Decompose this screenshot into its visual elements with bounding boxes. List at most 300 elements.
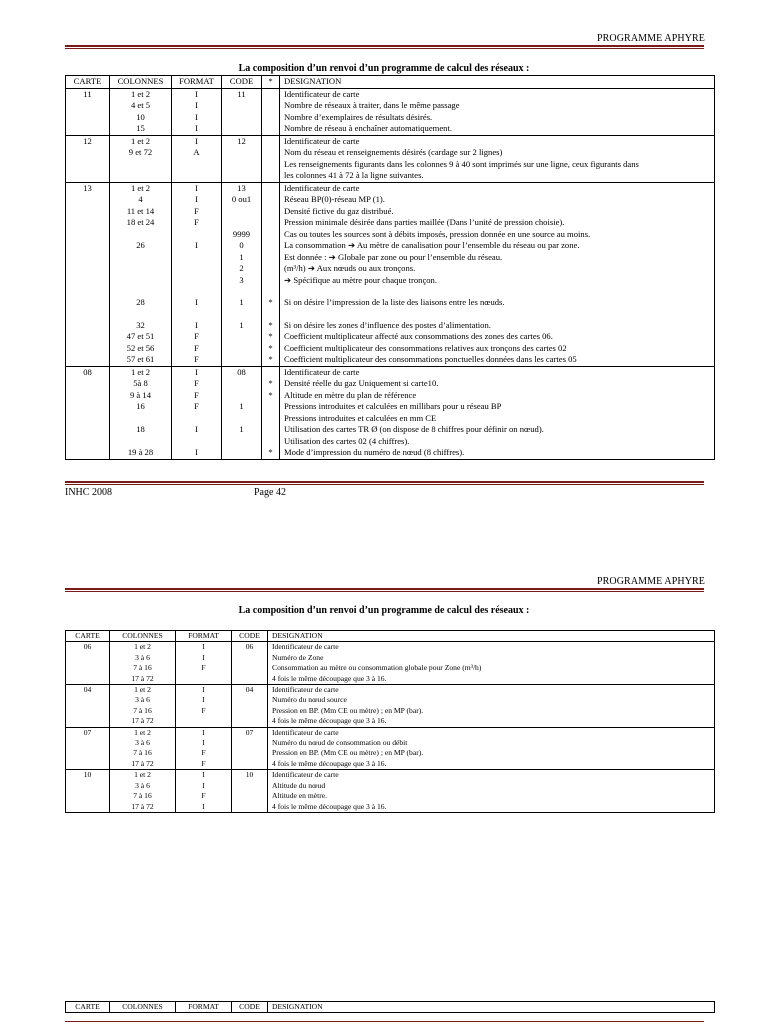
- code-cell: [232, 716, 268, 727]
- table-row: [66, 354, 715, 366]
- designation-cell: ➔ Spécifique au mètre pour chaque tronçon.: [280, 275, 715, 287]
- star-cell: [262, 263, 280, 275]
- carte-cell: 11: [66, 88, 110, 100]
- colonnes-cell: 28: [110, 297, 172, 309]
- code-cell: [222, 159, 262, 171]
- table-row: [66, 286, 715, 297]
- colonnes-cell: 26: [110, 240, 172, 252]
- table-row: [66, 390, 715, 402]
- star-cell: *: [262, 447, 280, 459]
- star-cell: [262, 159, 280, 171]
- format-cell: [172, 436, 222, 448]
- format-cell: I: [176, 642, 232, 653]
- colonnes-cell: 7 à 16: [110, 748, 176, 758]
- colonnes-cell: 10: [110, 112, 172, 124]
- code-cell: [232, 738, 268, 748]
- table-row: [66, 366, 715, 378]
- designation-cell: Réseau BP(0)-réseau MP (1).: [280, 194, 715, 206]
- table-row: [66, 194, 715, 206]
- table-row: [66, 791, 715, 801]
- colonnes-cell: 1 et 2: [110, 727, 176, 738]
- carte-cell: [66, 194, 110, 206]
- colonnes-cell: 1 et 2: [110, 685, 176, 696]
- colonnes-cell: 1 et 2: [110, 88, 172, 100]
- star-cell: *: [262, 331, 280, 343]
- code-cell: [232, 663, 268, 673]
- format-cell: I: [176, 802, 232, 813]
- col-header-designation: DESIGNATION: [268, 1002, 715, 1013]
- code-cell: [232, 706, 268, 716]
- colonnes-cell: 15: [110, 123, 172, 135]
- table-row: [66, 642, 715, 653]
- table-row: [66, 182, 715, 194]
- carte-cell: [66, 217, 110, 229]
- carte-cell: [66, 401, 110, 413]
- colonnes-cell: 47 et 51: [110, 331, 172, 343]
- designation-cell: Identificateur de carte: [280, 88, 715, 100]
- colonnes-cell: 3 à 6: [110, 695, 176, 705]
- colonnes-cell: 1 et 2: [110, 182, 172, 194]
- carte-cell: 08: [66, 366, 110, 378]
- col-header-carte: CARTE: [66, 1002, 110, 1013]
- format-cell: [176, 674, 232, 685]
- colonnes-cell: 9 et 72: [110, 147, 172, 159]
- format-cell: F: [172, 206, 222, 218]
- format-cell: F: [172, 217, 222, 229]
- carte-cell: [66, 240, 110, 252]
- colonnes-cell: 1 et 2: [110, 770, 176, 781]
- format-cell: [172, 263, 222, 275]
- designation-cell: Est donnée : ➔ Globale par zone ou pour l’ensemble du réseau.: [280, 252, 715, 264]
- designation-cell: Altitude en mètre du plan de référence: [280, 390, 715, 402]
- page2-table-header: [66, 631, 715, 642]
- col-header-format: FORMAT: [176, 1002, 232, 1013]
- table-row: [66, 401, 715, 413]
- col-header-colonnes: COLONNES: [110, 1002, 176, 1013]
- colonnes-cell: [110, 263, 172, 275]
- designation-cell: 4 fois le même découpage que 3 à 16.: [268, 759, 715, 770]
- designation-cell: Identificateur de carte: [280, 366, 715, 378]
- carte-cell: 13: [66, 182, 110, 194]
- colonnes-cell: 1 et 2: [110, 642, 176, 653]
- carte-cell: [66, 791, 110, 801]
- star-cell: [262, 100, 280, 112]
- code-cell: 1: [222, 401, 262, 413]
- colonnes-cell: 19 à 28: [110, 447, 172, 459]
- colonnes-cell: 17 à 72: [110, 802, 176, 813]
- format-cell: A: [172, 147, 222, 159]
- carte-cell: [66, 378, 110, 390]
- carte-cell: [66, 716, 110, 727]
- colonnes-cell: 17 à 72: [110, 716, 176, 727]
- format-cell: [172, 159, 222, 171]
- star-cell: *: [262, 378, 280, 390]
- carte-cell: [66, 320, 110, 332]
- table-row: [66, 706, 715, 716]
- designation-cell: Nombre de réseau à enchaîner automatiquement.: [280, 123, 715, 135]
- carte-cell: 04: [66, 685, 110, 696]
- format-cell: F: [172, 378, 222, 390]
- designation-cell: Coefficient multiplicateur affecté aux consommations des zones des cartes 06.: [280, 331, 715, 343]
- code-cell: [222, 378, 262, 390]
- header-rule: [65, 45, 704, 49]
- format-cell: I: [176, 781, 232, 791]
- carte-cell: [66, 748, 110, 758]
- carte-cell: [66, 436, 110, 448]
- carte-cell: [66, 229, 110, 241]
- designation-cell: Numéro du nœud source: [268, 695, 715, 705]
- format-cell: F: [176, 663, 232, 673]
- carte-cell: [66, 112, 110, 124]
- format-cell: I: [172, 297, 222, 309]
- colonnes-cell: 57 et 61: [110, 354, 172, 366]
- table-row: [66, 413, 715, 425]
- colonnes-cell: 7 à 16: [110, 663, 176, 673]
- code-cell: [232, 781, 268, 791]
- star-cell: [262, 147, 280, 159]
- star-cell: [262, 275, 280, 287]
- colonnes-cell: 3 à 6: [110, 653, 176, 663]
- designation-cell: 4 fois le même découpage que 3 à 16.: [268, 674, 715, 685]
- designation-cell: 4 fois le même découpage que 3 à 16.: [268, 802, 715, 813]
- table-row: [66, 343, 715, 355]
- designation-cell: Identificateur de carte: [268, 770, 715, 781]
- table-row: [66, 748, 715, 758]
- format-cell: I: [172, 366, 222, 378]
- format-cell: I: [172, 424, 222, 436]
- code-cell: [222, 390, 262, 402]
- colonnes-cell: [110, 170, 172, 182]
- designation-cell: Si on désire les zones d’influence des postes d’alimentation.: [280, 320, 715, 332]
- colonnes-cell: 11 et 14: [110, 206, 172, 218]
- table-row: [66, 781, 715, 791]
- designation-cell: Utilisation des cartes TR Ø (on dispose de 8 chiffres pour définir on nœud).: [280, 424, 715, 436]
- table-row: [66, 309, 715, 320]
- table-row: [66, 159, 715, 171]
- format-cell: F: [176, 748, 232, 758]
- table-row: [66, 378, 715, 390]
- col-header-colonnes: COLONNES: [110, 76, 172, 89]
- col-header-star: *: [262, 76, 280, 89]
- format-cell: I: [176, 695, 232, 705]
- col-header-carte: CARTE: [66, 76, 110, 89]
- designation-cell: Les renseignements figurants dans les colonnes 9 à 40 sont imprimés sur une ligne, ceux figurants dans: [280, 159, 715, 171]
- designation-cell: 4 fois le même découpage que 3 à 16.: [268, 716, 715, 727]
- table-row: [66, 100, 715, 112]
- colonnes-cell: [110, 159, 172, 171]
- designation-cell: Mode d’impression du numéro de nœud (8 chiffres).: [280, 447, 715, 459]
- star-cell: [262, 401, 280, 413]
- spacer-cell: [110, 309, 172, 320]
- page2-title: La composition d’un renvoi d’un programme de calcul des réseaux :: [238, 605, 530, 616]
- star-cell: [262, 366, 280, 378]
- table-row: [66, 685, 715, 696]
- star-cell: [262, 252, 280, 264]
- carte-cell: [66, 170, 110, 182]
- code-cell: [232, 802, 268, 813]
- spacer-cell: [222, 286, 262, 297]
- format-cell: F: [172, 390, 222, 402]
- format-cell: I: [172, 447, 222, 459]
- table-row: [66, 112, 715, 124]
- carte-cell: [66, 706, 110, 716]
- designation-cell: Identificateur de carte: [280, 135, 715, 147]
- carte-cell: [66, 100, 110, 112]
- format-cell: F: [176, 706, 232, 716]
- table-row: [66, 229, 715, 241]
- carte-cell: 06: [66, 642, 110, 653]
- col-header-code: CODE: [232, 631, 268, 642]
- colonnes-cell: [110, 413, 172, 425]
- format-cell: F: [172, 401, 222, 413]
- code-cell: [222, 413, 262, 425]
- format-cell: I: [172, 194, 222, 206]
- colonnes-cell: 18 et 24: [110, 217, 172, 229]
- star-cell: [262, 424, 280, 436]
- star-cell: *: [262, 297, 280, 309]
- colonnes-cell: [110, 275, 172, 287]
- footer-left: INHC 2008: [65, 487, 112, 498]
- colonnes-cell: 1 et 2: [110, 366, 172, 378]
- format-cell: [172, 252, 222, 264]
- carte-cell: [66, 331, 110, 343]
- code-cell: [232, 748, 268, 758]
- code-cell: 9999: [222, 229, 262, 241]
- colonnes-cell: 1 et 2: [110, 135, 172, 147]
- colonnes-cell: [110, 252, 172, 264]
- carte-cell: [66, 663, 110, 673]
- spacer-cell: [222, 309, 262, 320]
- carte-cell: [66, 447, 110, 459]
- colonnes-cell: 18: [110, 424, 172, 436]
- designation-cell: Utilisation des cartes 02 (4 chiffres).: [280, 436, 715, 448]
- table-row: [66, 447, 715, 459]
- carte-cell: [66, 123, 110, 135]
- col-header-designation: DESIGNATION: [280, 76, 715, 89]
- star-cell: [262, 206, 280, 218]
- designation-cell: Identificateur de carte: [268, 727, 715, 738]
- format-cell: I: [176, 738, 232, 748]
- format-cell: F: [172, 343, 222, 355]
- colonnes-cell: 17 à 72: [110, 674, 176, 685]
- table-row: [66, 206, 715, 218]
- page3-table-header: [66, 1002, 715, 1013]
- table-row: [66, 727, 715, 738]
- colonnes-cell: 4 et 5: [110, 100, 172, 112]
- code-cell: [232, 695, 268, 705]
- star-cell: *: [262, 354, 280, 366]
- col-header-carte: CARTE: [66, 631, 110, 642]
- star-cell: [262, 112, 280, 124]
- code-cell: 06: [232, 642, 268, 653]
- carte-cell: [66, 653, 110, 663]
- carte-cell: 12: [66, 135, 110, 147]
- code-cell: 0: [222, 240, 262, 252]
- carte-cell: [66, 206, 110, 218]
- star-cell: [262, 413, 280, 425]
- code-cell: 1: [222, 320, 262, 332]
- page3-table: [65, 1001, 715, 1013]
- program-header: PROGRAMME APHYRE: [596, 33, 705, 44]
- designation-cell: Altitude en mètre.: [268, 791, 715, 801]
- code-cell: 3: [222, 275, 262, 287]
- colonnes-cell: 32: [110, 320, 172, 332]
- colonnes-cell: 52 et 56: [110, 343, 172, 355]
- col-header-format: FORMAT: [172, 76, 222, 89]
- spacer-cell: [110, 286, 172, 297]
- colonnes-cell: 3 à 6: [110, 738, 176, 748]
- carte-cell: [66, 252, 110, 264]
- page3-rule: [65, 1021, 704, 1022]
- code-cell: 12: [222, 135, 262, 147]
- format-cell: I: [172, 182, 222, 194]
- code-cell: 08: [222, 366, 262, 378]
- format-cell: F: [176, 759, 232, 770]
- code-cell: [222, 331, 262, 343]
- table-row: [66, 663, 715, 673]
- designation-cell: Consommation au mètre ou consommation globale pour Zone (m³/h): [268, 663, 715, 673]
- code-cell: 13: [222, 182, 262, 194]
- col-header-code: CODE: [232, 1002, 268, 1013]
- format-cell: I: [176, 727, 232, 738]
- table-row: [66, 217, 715, 229]
- carte-cell: [66, 802, 110, 813]
- format-cell: F: [172, 331, 222, 343]
- spacer-cell: [262, 309, 280, 320]
- code-cell: 04: [232, 685, 268, 696]
- designation-cell: Coefficient multiplicateur des consommations ponctuelles données dans les cartes 05: [280, 354, 715, 366]
- star-cell: [262, 217, 280, 229]
- designation-cell: Identificateur de carte: [268, 642, 715, 653]
- code-cell: 07: [232, 727, 268, 738]
- format-cell: I: [172, 88, 222, 100]
- designation-cell: Pressions introduites et calculées en mm CE: [280, 413, 715, 425]
- designation-cell: Si on désire l’impression de la liste des liaisons entre les nœuds.: [280, 297, 715, 309]
- colonnes-cell: [110, 436, 172, 448]
- colonnes-cell: 16: [110, 401, 172, 413]
- code-cell: 1: [222, 252, 262, 264]
- colonnes-cell: 5à 8: [110, 378, 172, 390]
- code-cell: [222, 147, 262, 159]
- spacer-cell: [66, 286, 110, 297]
- table-row: [66, 695, 715, 705]
- table-row: [66, 123, 715, 135]
- code-cell: 0 ou1: [222, 194, 262, 206]
- star-cell: [262, 436, 280, 448]
- format-cell: I: [172, 100, 222, 112]
- colonnes-cell: 7 à 16: [110, 706, 176, 716]
- carte-cell: [66, 159, 110, 171]
- spacer-cell: [280, 286, 715, 297]
- format-cell: I: [176, 653, 232, 663]
- designation-cell: Nom du réseau et renseignements désirés (cardage sur 2 lignes): [280, 147, 715, 159]
- format-cell: I: [172, 135, 222, 147]
- star-cell: [262, 88, 280, 100]
- page1-table-header: [66, 76, 715, 89]
- table-row: [66, 759, 715, 770]
- carte-cell: [66, 781, 110, 791]
- colonnes-cell: 4: [110, 194, 172, 206]
- carte-cell: [66, 695, 110, 705]
- table-row: [66, 331, 715, 343]
- designation-cell: Cas ou toutes les sources sont à débits imposés, pression donnée en une source au moins.: [280, 229, 715, 241]
- table-row: [66, 674, 715, 685]
- table-row: [66, 240, 715, 252]
- format-cell: I: [172, 320, 222, 332]
- designation-cell: Altitude du nœud: [268, 781, 715, 791]
- footer-rule: [65, 481, 704, 485]
- table-row: [66, 436, 715, 448]
- star-cell: [262, 135, 280, 147]
- code-cell: [222, 100, 262, 112]
- format-cell: I: [172, 112, 222, 124]
- page2-table: [65, 630, 715, 813]
- carte-cell: [66, 390, 110, 402]
- star-cell: *: [262, 343, 280, 355]
- carte-cell: [66, 263, 110, 275]
- footer-page: Page 42: [254, 487, 286, 498]
- col-header-designation: DESIGNATION: [268, 631, 715, 642]
- colonnes-cell: 9 à 14: [110, 390, 172, 402]
- designation-cell: Identificateur de carte: [280, 182, 715, 194]
- carte-cell: [66, 343, 110, 355]
- table-row: [66, 297, 715, 309]
- carte-cell: 07: [66, 727, 110, 738]
- star-cell: [262, 170, 280, 182]
- carte-cell: [66, 424, 110, 436]
- code-cell: [222, 343, 262, 355]
- code-cell: [222, 123, 262, 135]
- table-row: [66, 320, 715, 332]
- star-cell: [262, 123, 280, 135]
- designation-cell: Pressions introduites et calculées en millibars pour u réseau BP: [280, 401, 715, 413]
- program-header-2: PROGRAMME APHYRE: [596, 576, 705, 587]
- format-cell: I: [172, 240, 222, 252]
- spacer-cell: [280, 309, 715, 320]
- code-cell: [222, 206, 262, 218]
- code-cell: [222, 217, 262, 229]
- col-header-format: FORMAT: [176, 631, 232, 642]
- table-row: [66, 424, 715, 436]
- designation-cell: Nombre de réseaux à traiter, dans le même passage: [280, 100, 715, 112]
- table-row: [66, 802, 715, 813]
- carte-cell: [66, 413, 110, 425]
- colonnes-cell: 3 à 6: [110, 781, 176, 791]
- code-cell: [232, 653, 268, 663]
- designation-cell: Coefficient multiplicateur des consommations relatives aux tronçons des cartes 02: [280, 343, 715, 355]
- table-row: [66, 88, 715, 100]
- table-row: [66, 147, 715, 159]
- table-row: [66, 263, 715, 275]
- format-cell: F: [172, 354, 222, 366]
- designation-cell: Nombre d’exemplaires de résultats désirés.: [280, 112, 715, 124]
- designation-cell: La consommation ➔ Au mètre de canalisation pour l’ensemble du réseau ou par zone.: [280, 240, 715, 252]
- designation-cell: Pression minimale désirée dans parties maillée (Dans l’unité de pression choisie).: [280, 217, 715, 229]
- table-row: [66, 653, 715, 663]
- table-row: [66, 770, 715, 781]
- designation-cell: Densité réelle du gaz Uniquement si carte10.: [280, 378, 715, 390]
- code-cell: 2: [222, 263, 262, 275]
- spacer-cell: [66, 309, 110, 320]
- carte-cell: [66, 738, 110, 748]
- table-row: [66, 716, 715, 727]
- format-cell: [172, 229, 222, 241]
- code-cell: [232, 674, 268, 685]
- code-cell: [222, 436, 262, 448]
- colonnes-cell: [110, 229, 172, 241]
- format-cell: [176, 716, 232, 727]
- designation-cell: Numéro de Zone: [268, 653, 715, 663]
